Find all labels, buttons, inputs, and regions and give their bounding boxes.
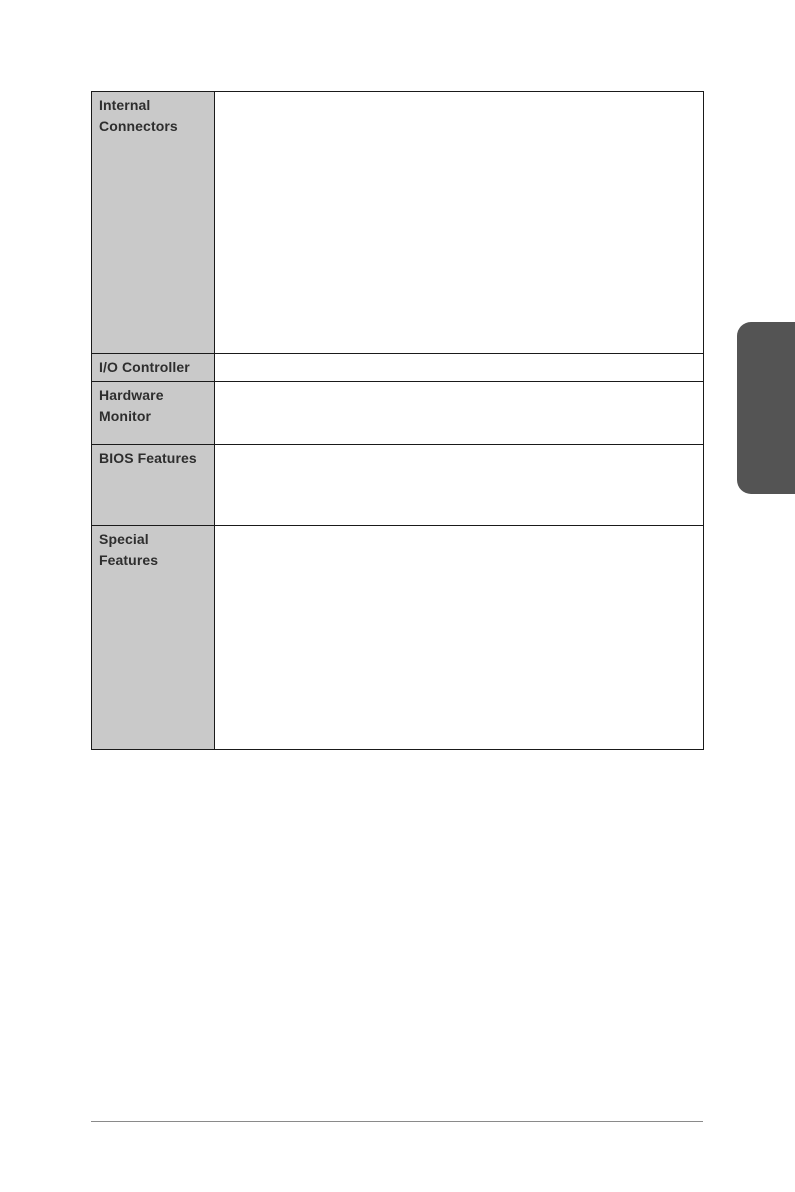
footer-divider: [91, 1121, 703, 1122]
section-tab: [737, 322, 795, 494]
spec-row-hardware-monitor: [92, 381, 703, 444]
spec-label-cell: [92, 92, 215, 353]
spec-row-internal-connectors: [92, 92, 703, 353]
spec-value-cell: [215, 445, 703, 525]
spec-row-special-features: [92, 525, 703, 749]
spec-value-cell: [215, 354, 703, 381]
spec-label: Internal: [99, 97, 151, 113]
spec-label-cell: [92, 526, 215, 749]
spec-label-cell: [92, 354, 215, 381]
spec-label: BIOS Features: [99, 450, 197, 466]
spec-label-cell: [92, 445, 215, 525]
spec-label-cell: [92, 382, 215, 444]
spec-row-io-controller: [92, 353, 703, 381]
spec-label: Hardware: [99, 387, 164, 403]
spec-label: Special: [99, 531, 149, 547]
spec-label: Monitor: [99, 408, 152, 424]
spec-value-cell: [215, 382, 703, 444]
spec-value-cell: [215, 92, 703, 353]
spec-label: Connectors: [99, 118, 178, 134]
specification-table: [91, 91, 704, 750]
spec-value-cell: [215, 526, 703, 749]
spec-row-bios-features: [92, 444, 703, 525]
spec-label: Features: [99, 552, 159, 568]
spec-label: I/O Controller: [99, 359, 190, 375]
